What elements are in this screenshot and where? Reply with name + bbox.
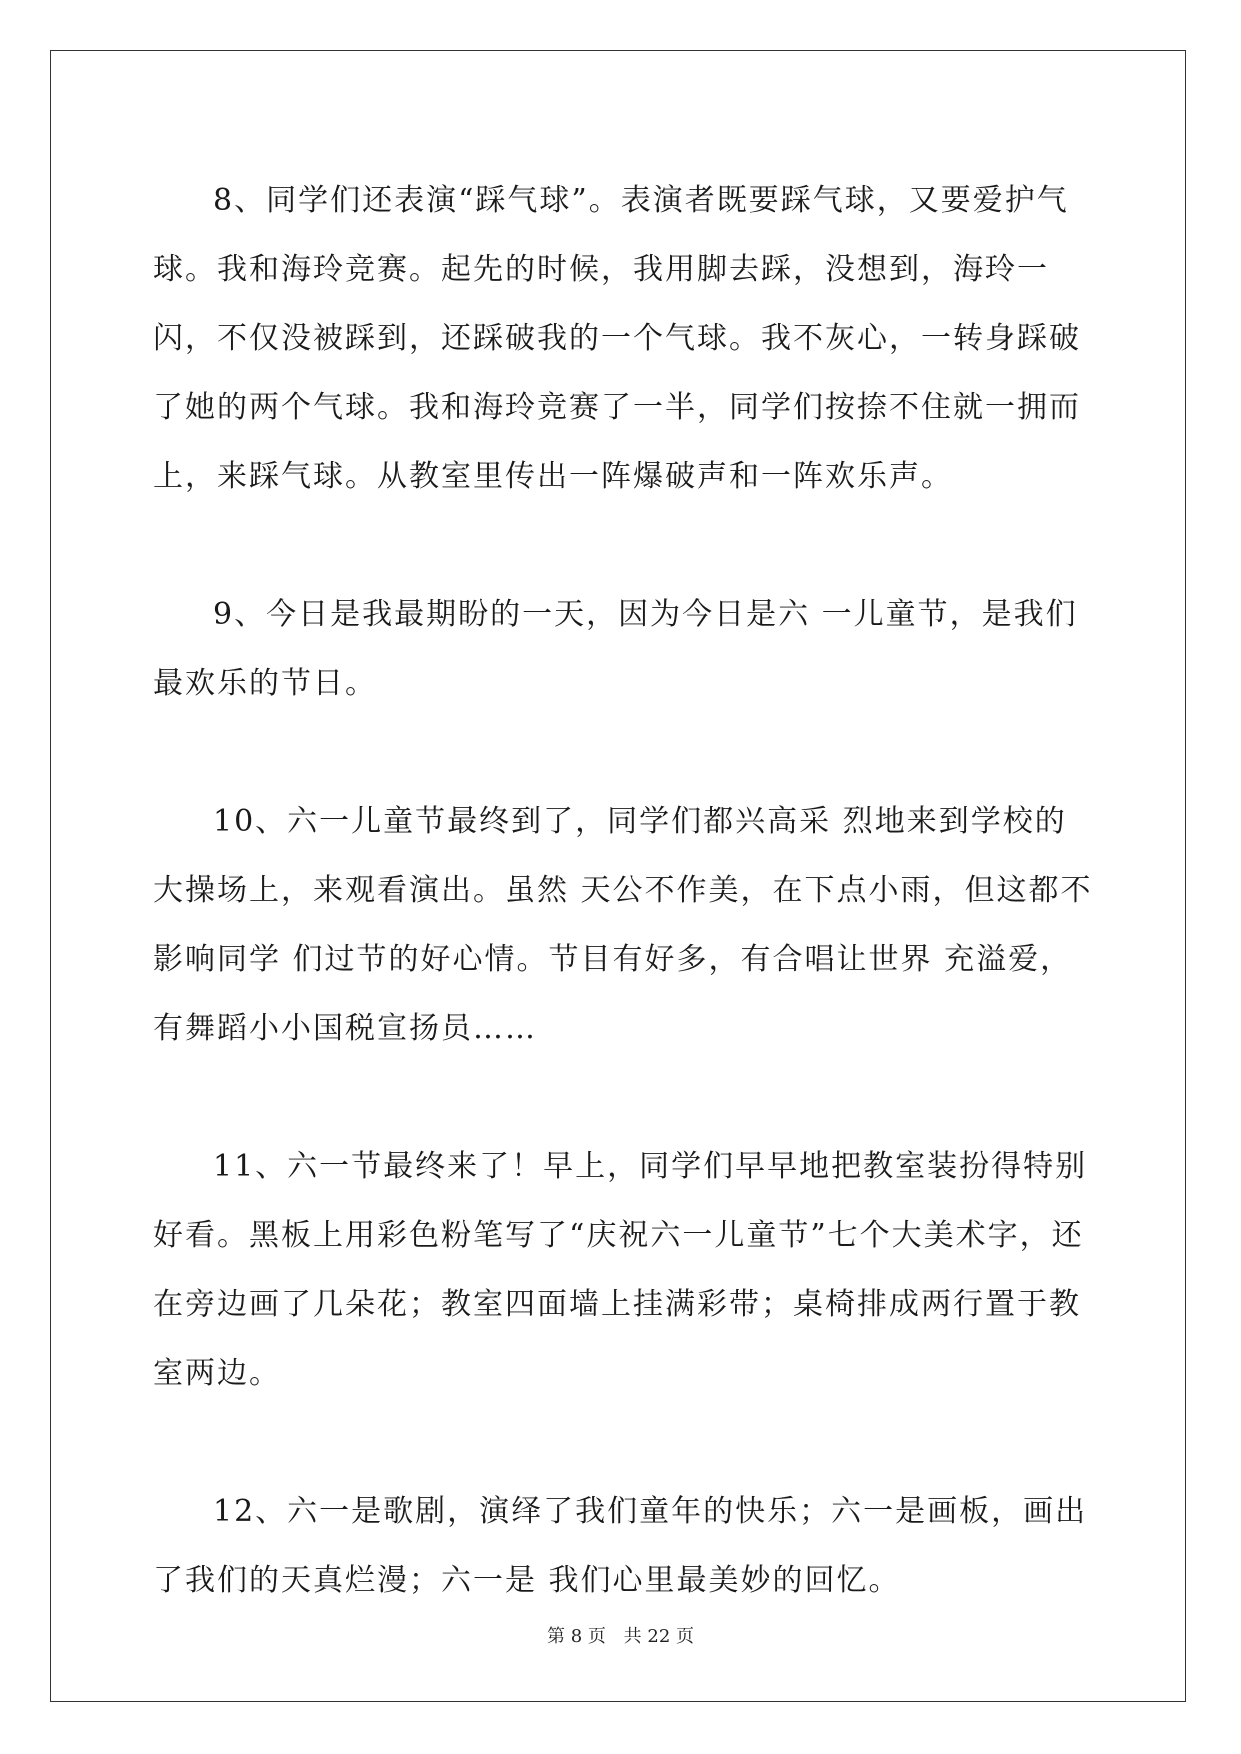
paragraph-9: 9、今日是我最期盼的一天，因为今日是六 一儿童节，是我们最欢乐的节日。 — [153, 597, 1078, 701]
page-total: 共 22 页 — [623, 1626, 694, 1647]
paragraph-12: 12、六一是歌剧，演绎了我们童年的快乐；六一是画板，画出了我们的天真烂漫；六一是 我们心里最美妙的回忆。 — [153, 1494, 1088, 1598]
document-body — [153, 166, 1093, 1615]
page-footer — [0, 1622, 1241, 1648]
page-number: 第 8 页 — [547, 1626, 606, 1647]
paragraph-10: 10、六一儿童节最终到了，同学们都兴高采 烈地来到学校的大操场上，来观看演出。虽然 天公不作美，在下点小雨，但这都不影响同学 们过节的好心情。节目有好多，有合唱让世界 充溢爱，有舞蹈小小国税宣扬员…… — [153, 804, 1093, 1046]
paragraph-11: 11、六一节最终来了！早上，同学们早早地把教室装扮得特别好看。黑板上用彩色粉笔写了“庆祝六一儿童节”七个大美术字，还在旁边画了几朵花；教室四面墙上挂满彩带；桌椅排成两行置于教室两边。 — [153, 1149, 1088, 1391]
paragraph-8: 8、同学们还表演“踩气球”。表演者既要踩气球，又要爱护气球。我和海玲竞赛。起先的时候，我用脚去踩，没想到，海玲一闪，不仅没被踩到，还踩破我的一个气球。我不灰心，一转身踩破了她的两个气球。我和海玲竞赛了一半，同学们按捺不住就一拥而上，来踩气球。从教室里传出一阵爆破声和一阵欢乐声。 — [153, 183, 1081, 494]
